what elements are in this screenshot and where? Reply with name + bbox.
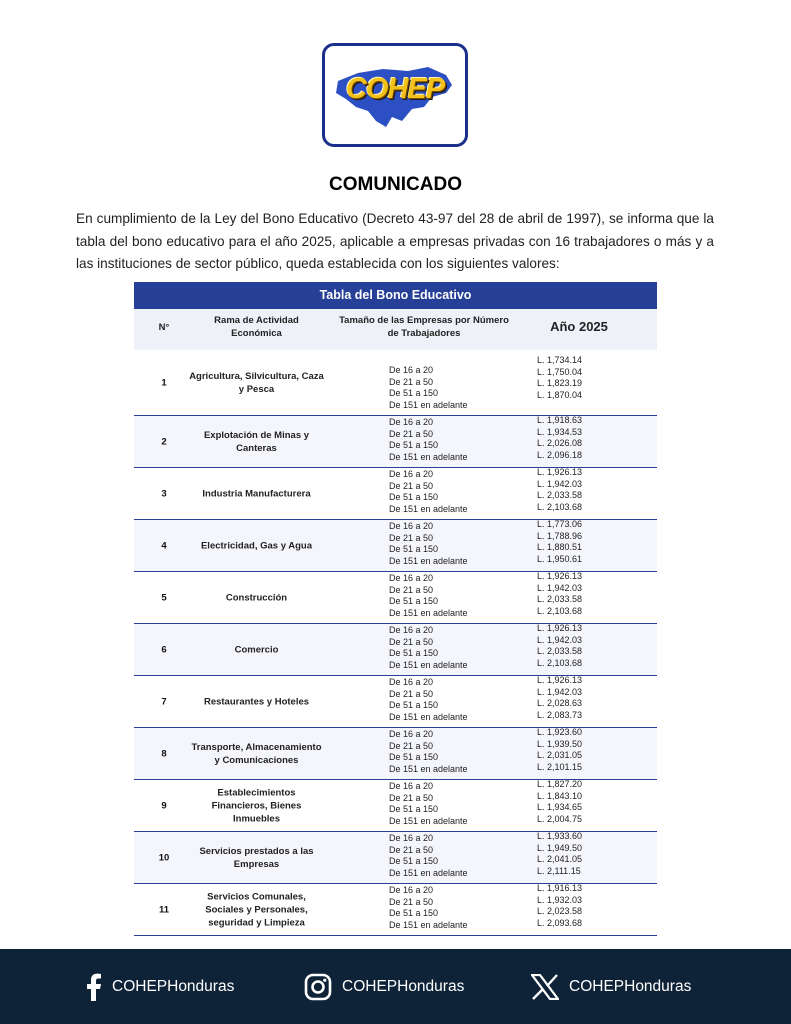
row-number: 3	[161, 488, 167, 499]
size-range: De 21 a 50	[389, 480, 434, 491]
size-range: De 51 a 150	[389, 856, 439, 866]
table-row	[134, 832, 657, 884]
bono-value: L. 1,942.03	[537, 686, 583, 697]
bono-value: L. 1,942.03	[537, 478, 583, 489]
bono-value: L. 2,103.68	[537, 501, 583, 512]
size-range: De 16 a 20	[389, 365, 434, 375]
bono-value: L. 2,033.58	[537, 646, 583, 656]
table-row	[134, 884, 657, 936]
bono-value: L. 1,773.06	[537, 519, 583, 529]
bono-value: L. 1,926.13	[537, 623, 583, 633]
bono-value: L. 2,101.15	[537, 761, 583, 772]
x-icon	[531, 974, 559, 1000]
bono-value: L. 1,870.04	[537, 389, 583, 400]
bono-value: L. 1,916.13	[537, 883, 583, 893]
size-range: De 21 a 50	[389, 532, 434, 543]
bono-value: L. 1,939.50	[537, 738, 583, 749]
size-range: De 51 a 150	[389, 804, 439, 814]
size-range: De 51 a 150	[389, 752, 439, 762]
size-range: De 51 a 150	[389, 492, 439, 502]
bono-value: L. 1,823.19	[537, 378, 583, 388]
row-sizes	[389, 417, 499, 463]
bono-value: L. 1,934.65	[537, 802, 583, 812]
bono-value: L. 2,004.75	[537, 813, 583, 824]
x-link[interactable]	[531, 949, 691, 1024]
intro-paragraph: En cumplimiento de la Ley del Bono Educativo (Decreto 43-97 del 28 de abril de 1997), se informa que la tabla del bono educativo para el año 2025, aplicable a empresas privadas con 16 trabajadores o más y a las instituciones de sector público, queda establecida con los siguientes valores:	[76, 211, 714, 271]
row-number: 10	[158, 852, 170, 863]
size-range: De 21 a 50	[389, 584, 434, 595]
bono-value: L. 1,942.03	[537, 634, 583, 645]
size-range: De 16 a 20	[389, 833, 434, 843]
size-range: De 151 en adelante	[389, 607, 468, 618]
cohep-logo	[322, 43, 468, 147]
bono-value: L. 2,028.63	[537, 698, 583, 708]
row-sizes	[389, 625, 499, 671]
row-values	[537, 623, 627, 669]
row-values	[537, 467, 627, 513]
size-range: De 16 a 20	[389, 781, 434, 791]
size-range: De 21 a 50	[389, 376, 434, 387]
row-sizes	[389, 833, 499, 879]
row-rama: Explotación de Minas y Canteras	[203, 429, 310, 454]
bono-value: L. 1,788.96	[537, 530, 583, 541]
row-rama: Transporte, Almacenamiento y Comunicaciones	[191, 741, 322, 766]
bono-value: L. 1,934.53	[537, 426, 583, 437]
table-row	[134, 350, 657, 416]
bono-value: L. 2,093.68	[537, 917, 583, 928]
bono-value: L. 2,096.18	[537, 449, 583, 460]
size-range: De 151 en adelante	[389, 503, 468, 514]
size-range: De 151 en adelante	[389, 711, 468, 722]
row-rama: Servicios Comunales, Sociales y Personales, seguridad y Limpieza	[205, 891, 308, 928]
bono-value: L. 2,111.15	[537, 865, 581, 876]
row-rama: Servicios prestados a las Empresas	[199, 845, 314, 870]
size-range: De 151 en adelante	[389, 919, 468, 930]
row-number: 11	[158, 904, 170, 915]
row-number: 2	[161, 436, 167, 447]
row-sizes	[389, 521, 499, 567]
bono-value: L. 1,923.60	[537, 727, 583, 737]
size-range: De 21 a 50	[389, 844, 434, 855]
size-range: De 51 a 150	[389, 388, 439, 398]
table-row	[134, 416, 657, 468]
row-rama: Restaurantes y Hoteles	[203, 696, 310, 707]
bono-value: L. 2,033.58	[537, 490, 583, 500]
bono-table	[134, 282, 657, 936]
bono-value: L. 2,103.68	[537, 605, 583, 616]
row-sizes	[389, 365, 499, 411]
size-range: De 151 en adelante	[389, 815, 468, 826]
row-sizes	[389, 677, 499, 723]
logo-text: COHEP	[345, 73, 445, 105]
table-title: Tabla del Bono Educativo	[134, 282, 657, 309]
bono-value: L. 1,734.14	[537, 355, 583, 365]
table-row	[134, 468, 657, 520]
size-range: De 151 en adelante	[389, 659, 468, 670]
row-sizes	[389, 469, 499, 515]
row-values	[537, 779, 627, 825]
size-range: De 21 a 50	[389, 740, 434, 751]
table-row	[134, 780, 657, 832]
bono-value: L. 1,949.50	[537, 842, 583, 853]
table-row	[134, 520, 657, 572]
instagram-icon	[304, 973, 332, 1001]
size-range: De 21 a 50	[389, 896, 434, 907]
bono-value: L. 2,033.58	[537, 594, 583, 604]
row-rama: Agricultura, Silvicultura, Caza y Pesca	[189, 370, 324, 395]
row-sizes	[389, 885, 499, 931]
bono-value: L. 1,880.51	[537, 542, 583, 552]
size-range: De 21 a 50	[389, 792, 434, 803]
row-values	[537, 519, 627, 565]
size-range: De 16 a 20	[389, 677, 434, 687]
size-range: De 16 a 20	[389, 625, 434, 635]
size-range: De 16 a 20	[389, 417, 434, 427]
row-values	[537, 831, 627, 877]
table-row	[134, 728, 657, 780]
size-range: De 151 en adelante	[389, 763, 468, 774]
bono-value: L. 2,083.73	[537, 709, 583, 720]
row-values	[537, 883, 627, 929]
bono-value: L. 1,942.03	[537, 582, 583, 593]
table-header	[134, 309, 657, 350]
facebook-icon	[84, 973, 102, 1001]
row-rama: Establecimientos Financieros, Bienes Inmuebles	[211, 787, 302, 824]
header-rama: Rama de Actividad Económica	[214, 315, 299, 339]
instagram-link[interactable]	[304, 949, 464, 1024]
size-range: De 51 a 150	[389, 544, 439, 554]
bono-value: L. 1,926.13	[537, 571, 583, 581]
page-title: COMUNICADO	[329, 174, 462, 195]
bono-value: L. 2,031.05	[537, 750, 583, 760]
bono-value: L. 2,023.58	[537, 906, 583, 916]
row-values	[537, 355, 627, 401]
size-range: De 51 a 150	[389, 648, 439, 658]
row-values	[537, 727, 627, 773]
bono-value: L. 1,933.60	[537, 831, 583, 841]
table-body	[134, 350, 657, 936]
row-number: 6	[161, 644, 167, 655]
row-rama: Construcción	[225, 592, 288, 603]
facebook-link[interactable]	[84, 949, 234, 1024]
table-row	[134, 572, 657, 624]
row-values	[537, 675, 627, 721]
row-sizes	[389, 729, 499, 775]
social-footer	[0, 949, 791, 1024]
bono-value: L. 2,041.05	[537, 854, 583, 864]
header-tamano: Tamaño de las Empresas por Número de Trabajadores	[339, 315, 509, 339]
header-ano: Año 2025	[550, 319, 608, 334]
row-values	[537, 571, 627, 617]
size-range: De 21 a 50	[389, 428, 434, 439]
x-label: COHEPHonduras	[569, 977, 692, 995]
bono-value: L. 1,750.04	[537, 366, 583, 377]
table-row	[134, 676, 657, 728]
size-range: De 21 a 50	[389, 688, 434, 699]
table-row	[134, 624, 657, 676]
facebook-label: COHEPHonduras	[112, 977, 235, 995]
bono-value: L. 1,926.13	[537, 675, 583, 685]
row-number: 7	[161, 696, 167, 707]
row-number: 5	[161, 592, 167, 603]
size-range: De 16 a 20	[389, 573, 434, 583]
size-range: De 16 a 20	[389, 521, 434, 531]
size-range: De 16 a 20	[389, 885, 434, 895]
row-sizes	[389, 573, 499, 619]
size-range: De 151 en adelante	[389, 451, 468, 462]
row-number: 1	[161, 377, 167, 388]
row-rama: Electricidad, Gas y Agua	[200, 540, 313, 551]
bono-value: L. 1,932.03	[537, 894, 583, 905]
size-range: De 151 en adelante	[389, 555, 468, 566]
row-number: 9	[161, 800, 167, 811]
size-range: De 151 en adelante	[389, 867, 468, 878]
row-sizes	[389, 781, 499, 827]
size-range: De 51 a 150	[389, 908, 439, 918]
row-number: 4	[161, 540, 167, 551]
bono-value: L. 1,827.20	[537, 779, 583, 789]
bono-value: L. 1,918.63	[537, 415, 583, 425]
row-rama: Comercio	[234, 644, 279, 655]
row-values	[537, 415, 627, 461]
bono-value: L. 1,950.61	[537, 553, 583, 564]
size-range: De 21 a 50	[389, 636, 434, 647]
size-range: De 51 a 150	[389, 440, 439, 450]
size-range: De 16 a 20	[389, 729, 434, 739]
row-rama: Industria Manufacturera	[202, 488, 311, 499]
row-number: 8	[161, 748, 167, 759]
bono-value: L. 2,026.08	[537, 438, 583, 448]
header-no: N°	[158, 322, 170, 333]
size-range: De 51 a 150	[389, 700, 439, 710]
bono-value: L. 1,926.13	[537, 467, 583, 477]
size-range: De 16 a 20	[389, 469, 434, 479]
bono-value: L. 1,843.10	[537, 790, 583, 801]
instagram-label: COHEPHonduras	[342, 977, 465, 995]
size-range: De 151 en adelante	[389, 399, 468, 410]
size-range: De 51 a 150	[389, 596, 439, 606]
bono-value: L. 2,103.68	[537, 657, 583, 668]
